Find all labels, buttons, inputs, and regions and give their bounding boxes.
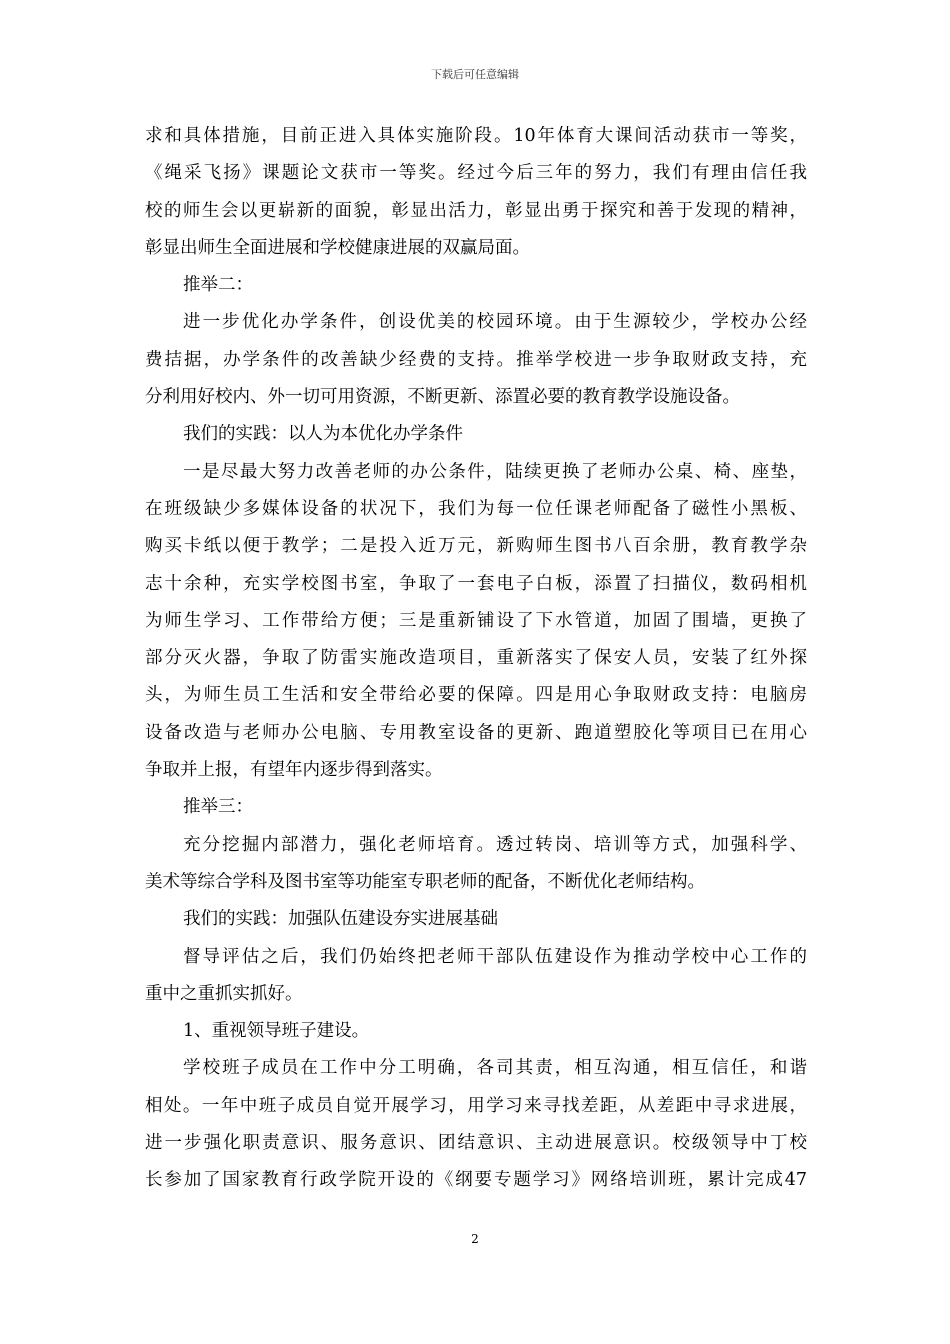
text-line: 1、重视领导班子建设。 <box>183 1021 370 1042</box>
text-line: 费拮据，办学条件的改善缺少经费的支持。推举学校进一步争取财政支持，充 <box>145 349 807 370</box>
text-line: 分利用好校内、外一切可用资源，不断更新、添置必要的教育教学设施设备。 <box>145 387 740 408</box>
text-line: 我们的实践：以人为本优化办学条件 <box>183 424 463 445</box>
text-line: 在班级缺少多媒体设备的状况下，我们为每一位任课老师配备了磁性小黑板、 <box>145 498 807 519</box>
text-line: 志十余种，充实学校图书室，争取了一套电子白板，添置了扫描仪，数码相机 <box>145 573 807 594</box>
text-line: 部分灭火器，争取了防雷实施改造项目，重新落实了保安人员，安装了红外探 <box>145 648 807 669</box>
text-line: 争取并上报，有望年内逐步得到落实。 <box>145 760 443 781</box>
text-line: 督导评估之后，我们仍始终把老师干部队伍建设作为推动学校中心工作的 <box>183 946 807 967</box>
text-line: 学校班子成员在工作中分工明确，各司其责，相互沟通，相互信任，和谐 <box>183 1058 807 1079</box>
text-line: 重中之重抓实抓好。 <box>145 983 303 1004</box>
text-line: 推举二： <box>183 275 253 296</box>
page-header: 下载后可任意编辑 <box>431 68 519 81</box>
page-number: 2 <box>471 1232 479 1246</box>
text-line: 为师生学习、工作带给方便；三是重新铺设了下水管道，加固了围墙，更换了 <box>145 610 807 631</box>
text-line: 充分挖掘内部潜力，强化老师培育。透过转岗、培训等方式，加强科学、 <box>183 834 807 855</box>
document-body <box>145 118 807 1200</box>
text-line: 进一步强化职责意识、服务意识、团结意识、主动进展意识。校级领导中丁校 <box>145 1133 807 1154</box>
text-line: 购买卡纸以便于教学；二是投入近万元，新购师生图书八百余册，教育教学杂 <box>145 536 807 557</box>
text-line: 我们的实践：加强队伍建设夯实进展基础 <box>183 909 498 930</box>
text-line: 《绳采飞扬》课题论文获市一等奖。经过今后三年的努力，我们有理由信任我 <box>145 163 807 184</box>
text-line: 彰显出师生全面进展和学校健康进展的双赢局面。 <box>145 237 530 258</box>
text-line: 头，为师生员工生活和安全带给必要的保障。四是用心争取财政支持：电脑房 <box>145 685 807 706</box>
text-line: 设备改造与老师办公电脑、专用教室设备的更新、跑道塑胶化等项目已在用心 <box>145 722 807 743</box>
text-line: 美术等综合学科及图书室等功能室专职老师的配备，不断优化老师结构。 <box>145 871 705 892</box>
text-line: 推举三： <box>183 797 253 818</box>
text-line: 进一步优化办学条件，创设优美的校园环境。由于生源较少，学校办公经 <box>183 312 807 333</box>
text-line: 校的师生会以更崭新的面貌，彰显出活力，彰显出勇于探究和善于发现的精神， <box>145 200 807 221</box>
text-line: 求和具体措施，目前正进入具体实施阶段。10年体育大课间活动获市一等奖， <box>145 126 807 146</box>
text-line: 相处。一年中班子成员自觉开展学习，用学习来寻找差距，从差距中寻求进展， <box>145 1095 807 1116</box>
text-line: 一是尽最大努力改善老师的办公条件，陆续更换了老师办公桌、椅、座垫， <box>183 461 807 482</box>
text-line: 长参加了国家教育行政学院开设的《纲要专题学习》网络培训班，累计完成47 <box>145 1170 807 1191</box>
